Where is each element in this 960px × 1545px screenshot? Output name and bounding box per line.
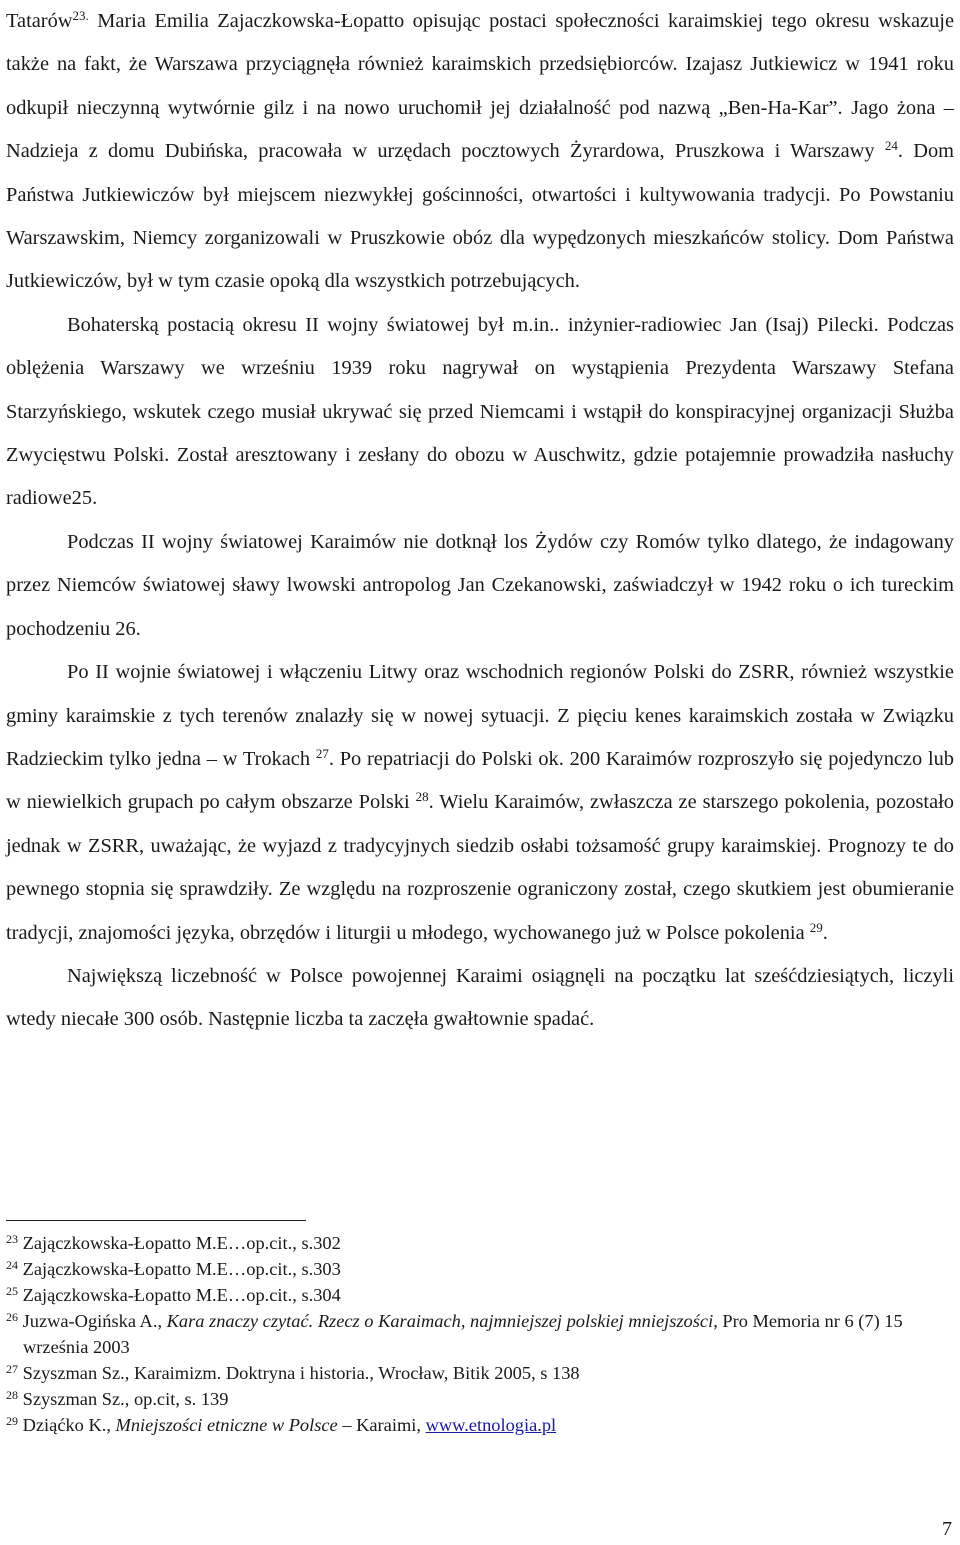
- footnotes: [6, 1230, 956, 1438]
- text-run: . Dom Państwa Jutkiewiczów był miejscem niezwykłej gościnności, otwartości i kultywowania tradycji. Po Powstaniu Warszawskim, Niemcy zorganizowali w Pruszkowie obóz dla wypędzonych mieszkańców stolicy. Dom Państwa Jutkiewiczów, był w tym czasie opoką dla wszystkich potrzebujących.: [6, 140, 954, 293]
- text-run: Podczas II wojny światowej Karaimów nie dotknął los Żydów czy Romów tylko dlatego, że indagowany przez Niemców światowej sławy lwowski antropolog Jan Czekanowski, zaświadczył w 1942 roku o ich tureckim pochodzeniu 26.: [6, 530, 954, 640]
- paragraph-2: [6, 304, 954, 521]
- footnote-ref-23: 23.: [72, 8, 89, 23]
- footnote-text: Szyszman Sz., op.cit, s. 139: [18, 1389, 229, 1409]
- text-run: Po II wojnie światowej i włączeniu Litwy oraz wschodnich regionów Polski do ZSRR, również wszystkie gminy karaimskie z tych terenów znalazły się w nowej sytuacji. Z pięciu kenes karaimskich została w Związku Radzieckim tylko jedna – w Trokach: [6, 661, 954, 770]
- footnote-text: Zajączkowska-Łopatto M.E…op.cit., s.302: [18, 1233, 341, 1253]
- footnote-26: [6, 1308, 956, 1360]
- footnote-23: [6, 1230, 956, 1256]
- footnote-24: [6, 1256, 956, 1282]
- footnote-separator: [6, 1220, 306, 1221]
- text-run: Tatarów: [6, 10, 73, 32]
- text-run: . Wielu Karaimów, zwłaszcza ze starszego pokolenia, pozostało jednak w ZSRR, uważając, że wyjazd z tradycyjnych siedzib osłabi tożsamość grupy karaimskiej. Prognozy te do pewnego stopnia się sprawdziły. Ze względu na rozproszenie ograniczony został, czego skutkiem jest obumieranie tradycji, znajomości języka, obrzędów i liturgii u młodego, wychowanego już w Polsce pokolenia: [6, 791, 954, 944]
- footnote-text: Zajączkowska-Łopatto M.E…op.cit., s.303: [18, 1259, 341, 1279]
- paragraph-4: [6, 651, 954, 955]
- footnote-title: Kara znaczy czytać. Rzecz o Karaimach, najmniejszej polskiej mniejszości: [166, 1311, 714, 1331]
- paragraph-1: [6, 0, 954, 304]
- footnote-text: – Karaimi,: [337, 1415, 426, 1435]
- footnote-number: 27: [6, 1362, 18, 1376]
- footnote-25: [6, 1282, 956, 1308]
- etnologia-link[interactable]: www.etnologia.pl: [425, 1415, 557, 1435]
- footnote-text: Szyszman Sz., Karaimizm. Doktryna i historia., Wrocław, Bitik 2005, s 138: [18, 1363, 580, 1383]
- footnote-ref-28: 28: [415, 789, 429, 805]
- footnote-text: Juzwa-Ogińska A.,: [18, 1311, 167, 1331]
- page-number: 7: [942, 1518, 952, 1540]
- footnote-ref-24: 24: [884, 138, 898, 154]
- footnote-title: Mniejszości etniczne w Polsce: [115, 1415, 338, 1435]
- text-run: Maria Emilia Zajaczkowska-Łopatto opisując postaci społeczności karaimskiej tego okresu wskazuje także na fakt, że Warszawa przyciągnęła również karaimskich przedsiębiorców. Izajasz Jutkiewicz w 1941 roku odkupił nieczynną wytwórnie gilz i na nowo uruchomił jej działalność pod nazwą „Ben-Ha-Kar”. Jago żona – Nadzieja z domu Dubińska, pracowała w urzędach pocztowych Żyrardowa, Pruszkowa i Warszawy: [6, 10, 954, 163]
- footnote-29: [6, 1412, 956, 1438]
- paragraph-3: [6, 521, 954, 651]
- footnote-number: 24: [6, 1258, 18, 1272]
- footnote-ref-27: 27: [315, 745, 329, 761]
- text-run: Bohaterską postacią okresu II wojny światowej był m.in.. inżynier-radiowiec Jan (Isaj) Pilecki. Podczas oblężenia Warszawy we wrześniu 1939 roku nagrywał on wystąpienia Prezydenta Warszawy Stefana Starzyńskiego, wskutek czego musiał ukrywać się przed Niemcami i wstąpił do konspiracyjnej organizacji Służba Zwycięstwu Polski. Został aresztowany i zesłany do obozu w Auschwitz, gdzie potajemnie prowadziła nasłuchy radiowe25.: [6, 313, 954, 510]
- footnote-text: , Pro Memoria nr 6 (7) 15 września 2003: [23, 1311, 903, 1357]
- main-text: [6, 0, 954, 1042]
- footnote-number: 26: [6, 1310, 18, 1324]
- footnote-text: Dziąćko K.,: [18, 1415, 116, 1435]
- footnote-text: Zajączkowska-Łopatto M.E…op.cit., s.304: [18, 1285, 341, 1305]
- footnote-28: [6, 1386, 956, 1412]
- footnote-number: 23: [6, 1232, 18, 1246]
- text-run: Największą liczebność w Polsce powojennej Karaimi osiągnęli na początku lat sześćdziesiątych, liczyli wtedy niecałe 300 osób. Następnie liczba ta zaczęła gwałtownie spadać.: [6, 964, 954, 1031]
- text-run: . Po repatriacji do Polski ok. 200 Karaimów rozproszyło się pojedynczo lub w niewielkich grupach po całym obszarze Polski: [6, 747, 955, 814]
- footnote-27: [6, 1360, 956, 1386]
- footnote-number: 28: [6, 1388, 18, 1402]
- footnote-number: 29: [6, 1414, 18, 1428]
- text-run: .: [822, 921, 828, 944]
- paragraph-5: [6, 955, 954, 1042]
- footnote-ref-29: 29: [809, 919, 823, 935]
- footnote-number: 25: [6, 1284, 18, 1298]
